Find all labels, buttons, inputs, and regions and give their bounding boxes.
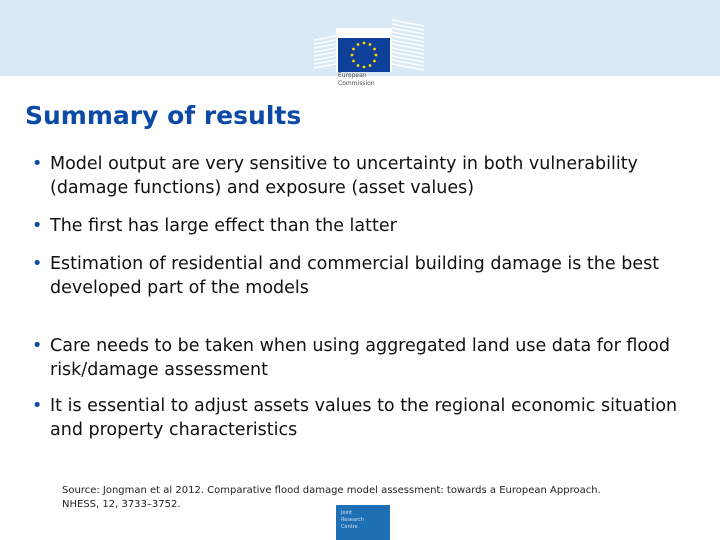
bullet-icon: • — [32, 396, 43, 416]
bullet-icon: • — [32, 336, 43, 356]
list-item — [32, 394, 702, 442]
logo-wordmark: European Commission — [338, 72, 375, 87]
list-item — [32, 252, 702, 300]
bullet-text: The first has large effect than the latter — [50, 216, 397, 236]
european-commission-logo — [308, 14, 428, 96]
page-title: Summary of results — [25, 101, 302, 130]
source-citation: Source: Jongman et al 2012. Comparative flood damage model assessment: towards a European Approach. NHESS, 12, 3733–3752. — [62, 485, 601, 510]
list-item — [32, 214, 702, 238]
list-item — [32, 334, 702, 382]
bullet-icon: • — [32, 216, 43, 236]
bullet-icon: • — [32, 154, 43, 174]
bullet-text: Estimation of residential and commercial building damage is the best developed part of the models — [50, 254, 660, 298]
bullet-list — [32, 152, 702, 442]
bullet-text: Model output are very sensitive to uncertainty in both vulnerability (damage functions) and exposure (asset values) — [50, 154, 638, 198]
bullet-icon: • — [32, 254, 43, 274]
bullet-text: Care needs to be taken when using aggregated land use data for flood risk/damage assessment — [50, 336, 670, 380]
jrc-logo — [336, 505, 390, 540]
bullet-text: It is essential to adjust assets values to the regional economic situation and property characteristics — [50, 396, 678, 440]
list-item — [32, 152, 702, 200]
jrc-logo-text: Joint Research Centre — [341, 510, 364, 530]
